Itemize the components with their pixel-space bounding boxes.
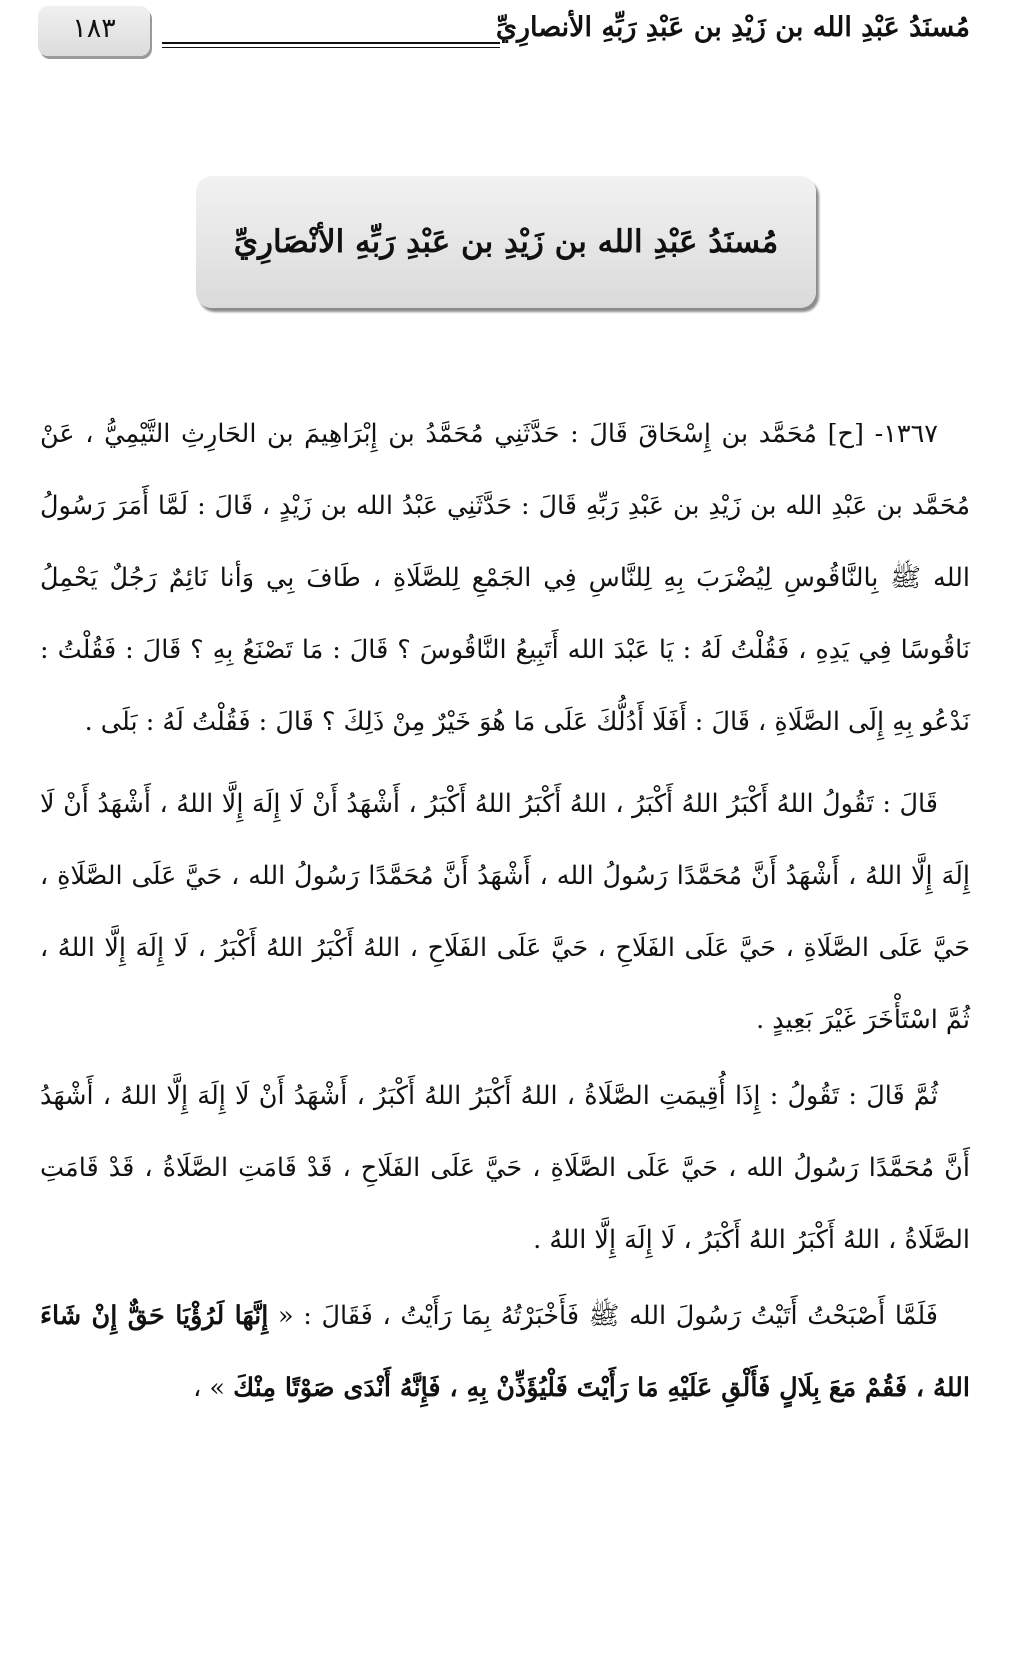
running-title: مُسنَدُ عَبْدِ الله بن زَيْدِ بن عَبْدِ رَبِّهِ الأنصارِيِّ	[495, 12, 970, 43]
page-number: ١٨٣	[38, 6, 150, 56]
prophet-quote: إِنَّهَا لَرُؤْيَا حَقٌّ إِنْ شَاءَ اللهُ ، فَقُمْ مَعَ بِلَالٍ فَأَلْقِ عَلَيْهِ مَا رَأَيْتَ فَلْيُؤَذِّنْ بِهِ ، فَإِنَّهُ أَنْدَى صَوْتًا مِنْكَ	[40, 1301, 970, 1403]
paragraph-adhan: قَالَ : تَقُولُ اللهُ أَكْبَرُ اللهُ أَكْبَرُ ، اللهُ أَكْبَرُ اللهُ أَكْبَرُ ، أَشْهَدُ أَنْ لَا إِلَهَ إِلَّا اللهُ ، أَشْهَدُ أَنْ لَا إِلَهَ إِلَّا اللهُ ، أَشْهَدُ أَنَّ مُحَمَّدًا رَسُولُ الله ، أَشْهَدُ أَنَّ مُحَمَّدًا رَسُولُ الله ، حَيَّ عَلَى الصَّلَاةِ ، حَيَّ عَلَى الصَّلَاةِ ، حَيَّ عَلَى الفَلَاحِ ، حَيَّ عَلَى الفَلَاحِ ، اللهُ أَكْبَرُ اللهُ أَكْبَرُ ، لَا إِلَهَ إِلَّا اللهُ ، ثُمَّ اسْتَأْخَرَ غَيْرَ بَعِيدٍ .	[40, 789, 970, 1035]
paragraph-hadith: ١٣٦٧- [ح] مُحَمَّد بن إِسْحَاقَ قَالَ : حَدَّثَنِي مُحَمَّدُ بن إِبْرَاهِيمَ بن الحَارِثِ التَّيْمِيُّ ، عَنْ مُحَمَّد بن عَبْدِ الله بن زَيْدِ بن عَبْدِ رَبِّهِ قَالَ : حَدَّثَنِي عَبْدُ الله بن زَيْدٍ ، قَالَ : لَمَّا أَمَرَ رَسُولُ الله ﷺ بِالنَّاقُوسِ لِيُضْرَبَ بِهِ لِلنَّاسِ فِي الجَمْعِ لِلصَّلَاةِ ، طَافَ بِي وَأنا نَائِمٌ رَجُلٌ يَحْمِلُ نَاقُوسًا فِي يَدِهِ ، فَقُلْتُ لَهُ : يَا عَبْدَ الله أَتَبِيعُ النَّاقُوسَ ؟ قَالَ : مَا تَصْنَعُ بِهِ ؟ قَالَ : فَقُلْتُ : نَدْعُو بِهِ إِلَى الصَّلَاةِ ، قَالَ : أَفَلَا أَدُلُّكَ عَلَى مَا هُوَ خَيْرٌ مِنْ ذَلِكَ ؟ قَالَ : فَقُلْتُ لَهُ : بَلَى .	[40, 419, 970, 737]
running-header	[38, 6, 970, 62]
header-rule-thin	[162, 47, 500, 48]
section-title: مُسنَدُ عَبْدِ الله بن زَيْدِ بن عَبْدِ رَبِّهِ الأنْصَارِيِّ	[233, 224, 779, 260]
final-intro: فَلَمَّا أَصْبَحْتُ أَتَيْتُ رَسُولَ الله ﷺ فَأَخْبَرْتُهُ بِمَا رَأَيْتُ ، فَقَالَ : «	[277, 1301, 938, 1331]
final-outro: » ،	[193, 1373, 226, 1403]
section-title-box	[196, 176, 816, 308]
paragraph-iqama: ثُمَّ قَالَ : تَقُولُ : إِذَا أُقِيمَتِ الصَّلَاةُ ، اللهُ أَكْبَرُ اللهُ أَكْبَرُ ، أَشْهَدُ أَنْ لَا إِلَهَ إِلَّا اللهُ ، أَشْهَدُ أَنَّ مُحَمَّدًا رَسُولُ الله ، حَيَّ عَلَى الصَّلَاةِ ، حَيَّ عَلَى الفَلَاحِ ، قَدْ قَامَتِ الصَّلَاةُ ، قَدْ قَامَتِ الصَّلَاةُ ، اللهُ أَكْبَرُ اللهُ أَكْبَرُ ، لَا إِلَهَ إِلَّا اللهُ .	[40, 1081, 970, 1255]
body-text	[40, 398, 970, 1424]
paragraph-final	[40, 1280, 970, 1424]
header-rule	[162, 42, 500, 44]
